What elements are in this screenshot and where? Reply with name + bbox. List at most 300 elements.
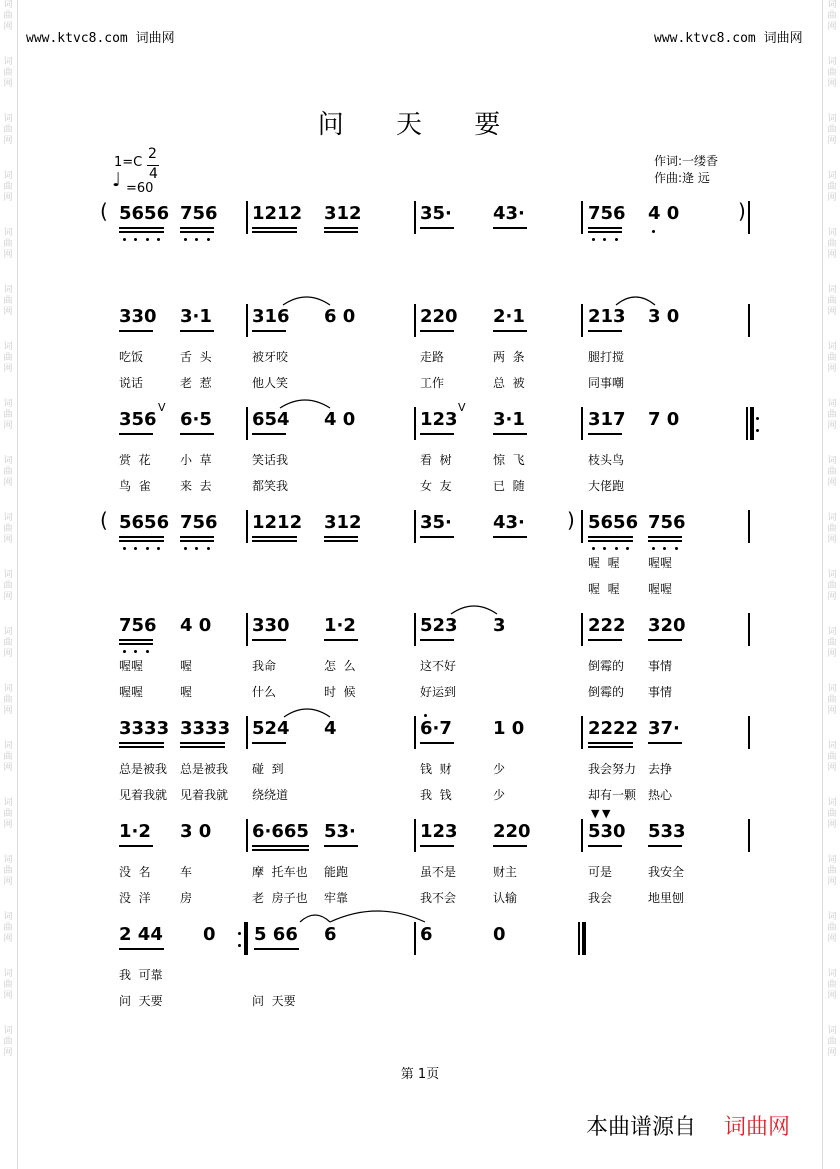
beam-line [648, 639, 682, 641]
note-group: 37· [648, 718, 680, 739]
barline [414, 407, 416, 440]
beam-line [588, 845, 622, 847]
octave-dot-low [123, 238, 126, 241]
lyric-text: 去挣 [648, 762, 673, 776]
barline [748, 819, 750, 852]
note-group: 220 [493, 821, 531, 842]
barline [581, 304, 583, 337]
note-group: 756 [119, 615, 157, 636]
repeat-paren: ) [567, 508, 575, 532]
note-group: 317 [588, 409, 626, 430]
beam-line [180, 540, 214, 542]
beam-line [180, 227, 214, 229]
lyric-text: 老 惹 [180, 376, 212, 390]
lyric-text: 喔 喔 [588, 556, 620, 570]
beam-line [324, 639, 358, 641]
beam-line [252, 742, 286, 744]
note-group: 6 [420, 924, 433, 945]
note-group: 0 [493, 924, 506, 945]
beam-line [252, 639, 286, 641]
lyric-text: 事情 [648, 685, 673, 699]
lyric-text: 我命 [252, 659, 277, 673]
lyric-text: 时 候 [324, 685, 356, 699]
beam-line [648, 742, 682, 744]
note-group: 5656 [119, 203, 170, 224]
barline [246, 304, 248, 337]
watermark-text: 词 曲 网 [827, 171, 837, 203]
barline [748, 510, 750, 543]
barline [581, 201, 583, 234]
repeat-dot [756, 417, 759, 420]
lyricist-credit: 作词:一缕香 [654, 154, 719, 168]
beam-line [254, 948, 299, 950]
lyric-text: 被牙咬 [252, 350, 289, 364]
lyric-text: 什么 [252, 685, 277, 699]
note-group: 756 [180, 512, 218, 533]
note-group: 213 [588, 306, 626, 327]
note-group: 312 [324, 512, 362, 533]
note-group: 222 [588, 615, 626, 636]
lyric-text: 喔 喔 [588, 582, 620, 596]
lyric-text: 枝头鸟 [588, 453, 625, 467]
watermark-text: 词 曲 网 [3, 285, 13, 317]
watermark-text: 词 曲 网 [3, 627, 13, 659]
note-group: 330 [252, 615, 290, 636]
watermark-text: 词 曲 网 [827, 1026, 837, 1058]
beam-line [324, 845, 358, 847]
note-group: 123 [420, 409, 458, 430]
quarter-note-icon: ♩ [112, 169, 121, 191]
header-site-left: 词曲网 [135, 31, 175, 46]
barline [748, 304, 750, 337]
lyric-text: 总 被 [493, 376, 525, 390]
beam-line [119, 948, 164, 950]
lyric-text: 他人笑 [252, 376, 289, 390]
octave-dot-low [592, 547, 595, 550]
lyric-text: 走路 [420, 350, 445, 364]
lyric-text: 见着我就 [119, 788, 168, 802]
beam-line [420, 433, 454, 435]
lyric-text: 已 随 [493, 479, 525, 493]
repeat-dot [238, 932, 241, 935]
octave-dot-low [615, 547, 618, 550]
note-group: 6 [324, 924, 337, 945]
beam-line [493, 433, 527, 435]
watermark-text: 词 曲 网 [3, 570, 13, 602]
beam-line [180, 433, 214, 435]
watermark-text: 词 曲 网 [827, 114, 837, 146]
lyric-text: 热心 [648, 788, 673, 802]
note-group: 2·1 [493, 306, 525, 327]
slur-arc [280, 400, 330, 408]
note-group: 654 [252, 409, 290, 430]
note-group: 43· [493, 203, 525, 224]
watermark-text: 词 曲 网 [3, 969, 13, 1001]
beam-line [252, 330, 286, 332]
watermark-text: 词 曲 网 [3, 855, 13, 887]
octave-dot-low [207, 238, 210, 241]
lyric-text: 摩 托车也 [252, 865, 308, 879]
lyric-text: 总是被我 [119, 762, 168, 776]
lyric-text: 能跑 [324, 865, 349, 879]
note-group: 312 [324, 203, 362, 224]
beam-line [119, 330, 153, 332]
barline [748, 201, 750, 234]
note-group: 1212 [252, 512, 303, 533]
lyric-text: 工作 [420, 376, 445, 390]
watermark-text: 词 曲 网 [827, 456, 837, 488]
final-barline [582, 922, 586, 955]
beam-line [588, 540, 633, 542]
octave-dot-low [626, 547, 629, 550]
octave-dot-low [184, 238, 187, 241]
lyric-text: 喔喔 [119, 685, 144, 699]
final-barline-thin [578, 922, 580, 955]
page-number: 第 1页 [400, 1067, 440, 1082]
barline [748, 716, 750, 749]
beam-line [119, 746, 164, 748]
beam-line [252, 849, 309, 851]
lyric-text: 问 天要 [119, 994, 163, 1008]
lyric-text: 虽不是 [420, 865, 457, 879]
octave-dot-low [123, 547, 126, 550]
barline [246, 510, 248, 543]
beam-line [324, 536, 358, 538]
lyric-text: 问 天要 [252, 994, 296, 1008]
beam-line [588, 231, 622, 233]
lyric-text: 好运到 [420, 685, 457, 699]
beam-line [420, 536, 454, 538]
beam-line [588, 746, 633, 748]
repeat-barline [750, 407, 754, 440]
note-group: 3333 [180, 718, 231, 739]
watermark-text: 词 曲 网 [827, 969, 837, 1001]
watermark-text: 词 曲 网 [3, 684, 13, 716]
header-url-right[interactable]: www.ktvc8.com [654, 31, 756, 46]
lyric-text: 两 条 [493, 350, 525, 364]
watermark-text: 词 曲 网 [827, 285, 837, 317]
lyric-text: 碰 到 [252, 762, 284, 776]
watermark-text: 词 曲 网 [827, 0, 837, 32]
octave-dot-low [146, 650, 149, 653]
lyric-text: 我 钱 [420, 788, 452, 802]
lyric-text: 我不会 [420, 891, 457, 905]
slur-arc [283, 297, 330, 305]
lyric-text: 事情 [648, 659, 673, 673]
note-group: 6·665 [252, 821, 309, 842]
lyric-text: 我安全 [648, 865, 685, 879]
note-group: 53· [324, 821, 356, 842]
watermark-text: 词 曲 网 [827, 399, 837, 431]
beam-line [588, 742, 633, 744]
lyric-text: 怎 么 [324, 659, 356, 673]
note-group: 330 [119, 306, 157, 327]
lyric-text: 少 [493, 788, 506, 802]
beam-line [252, 536, 297, 538]
time-signature-bottom: 4 [149, 166, 158, 182]
octave-dot-low [146, 238, 149, 241]
octave-dot-low [615, 238, 618, 241]
repeat-barline [244, 922, 248, 955]
lyric-text: 喔喔 [648, 582, 673, 596]
barline [246, 613, 248, 646]
watermark-text: 词 曲 网 [3, 1026, 13, 1058]
lyric-text: 总是被我 [180, 762, 229, 776]
beam-line [588, 639, 622, 641]
breath-mark: V [458, 401, 466, 414]
lyric-text: 都笑我 [252, 479, 289, 493]
lyric-text: 倒霉的 [588, 659, 625, 673]
octave-dot-low [123, 650, 126, 653]
barline [414, 510, 416, 543]
note-group: 6 0 [324, 306, 356, 327]
lyric-text: 小 草 [180, 453, 212, 467]
lyric-text: 没 名 [119, 865, 151, 879]
octave-dot-low [207, 547, 210, 550]
watermark-text: 词 曲 网 [3, 171, 13, 203]
header-url-left[interactable]: www.ktvc8.com [26, 31, 128, 46]
barline [581, 819, 583, 852]
note-group: 3333 [119, 718, 170, 739]
lyric-text: 同事嘲 [588, 376, 625, 390]
note-group: 1·2 [324, 615, 356, 636]
note-group: 530 [588, 821, 626, 842]
lyric-text: 却有一颗 [588, 788, 637, 802]
note-group: 756 [180, 203, 218, 224]
watermark-text: 词 曲 网 [827, 798, 837, 830]
beam-line [180, 231, 214, 233]
watermark-text: 词 曲 网 [827, 513, 837, 545]
beam-line [493, 227, 527, 229]
note-group: 2 44 [119, 924, 163, 945]
beam-line [252, 227, 297, 229]
beam-line [180, 536, 214, 538]
lyric-text: 腿打搅 [588, 350, 625, 364]
footer-label: 本曲谱源自 [586, 1115, 697, 1140]
note-group: 35· [420, 203, 452, 224]
lyric-text: 吃饭 [119, 350, 144, 364]
octave-dot-low [146, 547, 149, 550]
beam-line [324, 231, 358, 233]
beam-line [324, 227, 358, 229]
lyric-text: 我 可靠 [119, 968, 163, 982]
watermark-text: 词 曲 网 [3, 57, 13, 89]
beam-line [420, 845, 454, 847]
note-group: 35· [420, 512, 452, 533]
octave-dot-low [157, 547, 160, 550]
barline [581, 510, 583, 543]
breath-mark: V [158, 401, 166, 414]
lyric-text: 车 [180, 865, 193, 879]
composer-credit: 作曲:逄 远 [654, 171, 710, 185]
beam-line [588, 536, 633, 538]
note-group: 5656 [588, 512, 639, 533]
watermark-text: 词 曲 网 [3, 798, 13, 830]
lyric-text: 认输 [493, 891, 518, 905]
lyric-text: 牢靠 [324, 891, 349, 905]
slur-arc [451, 606, 497, 614]
note-group: 756 [588, 203, 626, 224]
note-group: 320 [648, 615, 686, 636]
barline [414, 201, 416, 234]
repeat-dot [238, 944, 241, 947]
octave-dot-low [592, 238, 595, 241]
note-group: 4 0 [180, 615, 212, 636]
note-group: 3 [493, 615, 506, 636]
beam-line [420, 639, 454, 641]
barline [748, 613, 750, 646]
lyric-text: 钱 财 [420, 762, 452, 776]
beam-line [420, 330, 454, 332]
beam-line [119, 227, 164, 229]
lyric-text: 房 [180, 891, 193, 905]
note-group: 2222 [588, 718, 639, 739]
slur-arc [300, 915, 330, 922]
watermark-text: 词 曲 网 [3, 228, 13, 260]
lyric-text: 可是 [588, 865, 613, 879]
lyric-text: 倒霉的 [588, 685, 625, 699]
beam-line [119, 742, 164, 744]
watermark-text: 词 曲 网 [3, 399, 13, 431]
watermark-text: 词 曲 网 [827, 684, 837, 716]
barline [246, 407, 248, 440]
lyric-text: 说话 [119, 376, 144, 390]
lyric-text: 老 房子也 [252, 891, 308, 905]
beam-line [420, 227, 454, 229]
beam-line [588, 330, 622, 332]
watermark-text: 词 曲 网 [3, 741, 13, 773]
beam-line [180, 330, 214, 332]
tempo-value: =60 [126, 181, 154, 196]
fermata-icon: ▼ [602, 807, 611, 820]
lyric-text: 舌 头 [180, 350, 212, 364]
note-group: 4 0 [648, 203, 680, 224]
watermark-text: 词 曲 网 [827, 570, 837, 602]
watermark-text: 词 曲 网 [3, 114, 13, 146]
lyric-text: 见着我就 [180, 788, 229, 802]
footer-site-link[interactable]: 词曲网 [724, 1115, 791, 1140]
note-group: 756 [648, 512, 686, 533]
note-group: 220 [420, 306, 458, 327]
note-group: 6·5 [180, 409, 212, 430]
song-title: 问 天 要 [317, 110, 523, 140]
beam-line [252, 231, 297, 233]
note-group: 43· [493, 512, 525, 533]
barline [581, 407, 583, 440]
watermark-text: 词 曲 网 [3, 342, 13, 374]
slur-arc [330, 911, 425, 922]
note-group: 4 [324, 718, 337, 739]
watermark-text: 词 曲 网 [827, 57, 837, 89]
beam-line [119, 433, 153, 435]
lyric-text: 喔喔 [648, 556, 673, 570]
beam-line [420, 742, 454, 744]
note-group: 6·7 [420, 718, 452, 739]
time-signature-top: 2 [148, 146, 157, 162]
note-group: 356 [119, 409, 157, 430]
beam-line [119, 231, 164, 233]
note-group: 5656 [119, 512, 170, 533]
slur-arc [616, 297, 655, 305]
note-group: 5 66 [254, 924, 298, 945]
repeat-barline-thin [746, 407, 748, 440]
barline [581, 613, 583, 646]
watermark-text: 词 曲 网 [827, 342, 837, 374]
lyric-text: 我会 [588, 891, 613, 905]
note-group: 3 0 [648, 306, 680, 327]
note-group: 524 [252, 718, 290, 739]
note-group: 1·2 [119, 821, 151, 842]
barline [581, 716, 583, 749]
beam-line [252, 845, 309, 847]
watermark-text: 词 曲 网 [827, 627, 837, 659]
barline [414, 819, 416, 852]
beam-line [119, 643, 153, 645]
lyric-text: 绕绕道 [252, 788, 289, 802]
lyric-text: 来 去 [180, 479, 212, 493]
octave-dot-low [652, 230, 655, 233]
octave-dot-low [652, 547, 655, 550]
repeat-paren: ) [738, 199, 746, 223]
lyric-text: 我会努力 [588, 762, 637, 776]
octave-dot-high [424, 714, 427, 717]
watermark-text: 词 曲 网 [3, 912, 13, 944]
watermark-text: 词 曲 网 [3, 0, 13, 32]
lyric-text: 赏 花 [119, 453, 151, 467]
key-signature: 1=C [114, 155, 143, 170]
lyric-text: 少 [493, 762, 506, 776]
repeat-paren: ( [100, 508, 108, 532]
watermark-text: 词 曲 网 [827, 741, 837, 773]
octave-dot-low [675, 547, 678, 550]
octave-dot-low [157, 238, 160, 241]
lyric-text: 喔 [180, 659, 193, 673]
lyric-text: 笑话我 [252, 453, 289, 467]
beam-line [648, 536, 682, 538]
lyric-text: 地里刨 [648, 891, 685, 905]
barline [414, 613, 416, 646]
note-group: 3·1 [180, 306, 212, 327]
note-group: 316 [252, 306, 290, 327]
beam-line [180, 742, 225, 744]
beam-line [648, 540, 682, 542]
note-group: 1 0 [493, 718, 525, 739]
lyric-text: 喔喔 [119, 659, 144, 673]
octave-dot-low [184, 547, 187, 550]
note-group: 533 [648, 821, 686, 842]
beam-line [588, 433, 622, 435]
beam-line [588, 227, 622, 229]
fermata-icon: ▼ [591, 807, 600, 820]
slur-arc [284, 709, 330, 717]
lyric-text: 看 树 [420, 453, 452, 467]
lyric-text: 鸟 雀 [119, 479, 151, 493]
lyric-text: 没 洋 [119, 891, 151, 905]
watermark-text: 词 曲 网 [827, 855, 837, 887]
watermark-text: 词 曲 网 [827, 228, 837, 260]
beam-line [180, 746, 225, 748]
repeat-paren: ( [100, 199, 108, 223]
barline [246, 716, 248, 749]
barline [414, 304, 416, 337]
lyric-text: 这不好 [420, 659, 457, 673]
header-site-right: 词曲网 [763, 31, 803, 46]
beam-line [493, 845, 527, 847]
beam-line [252, 433, 286, 435]
beam-line [119, 540, 164, 542]
lyric-text: 喔 [180, 685, 193, 699]
barline [246, 201, 248, 234]
